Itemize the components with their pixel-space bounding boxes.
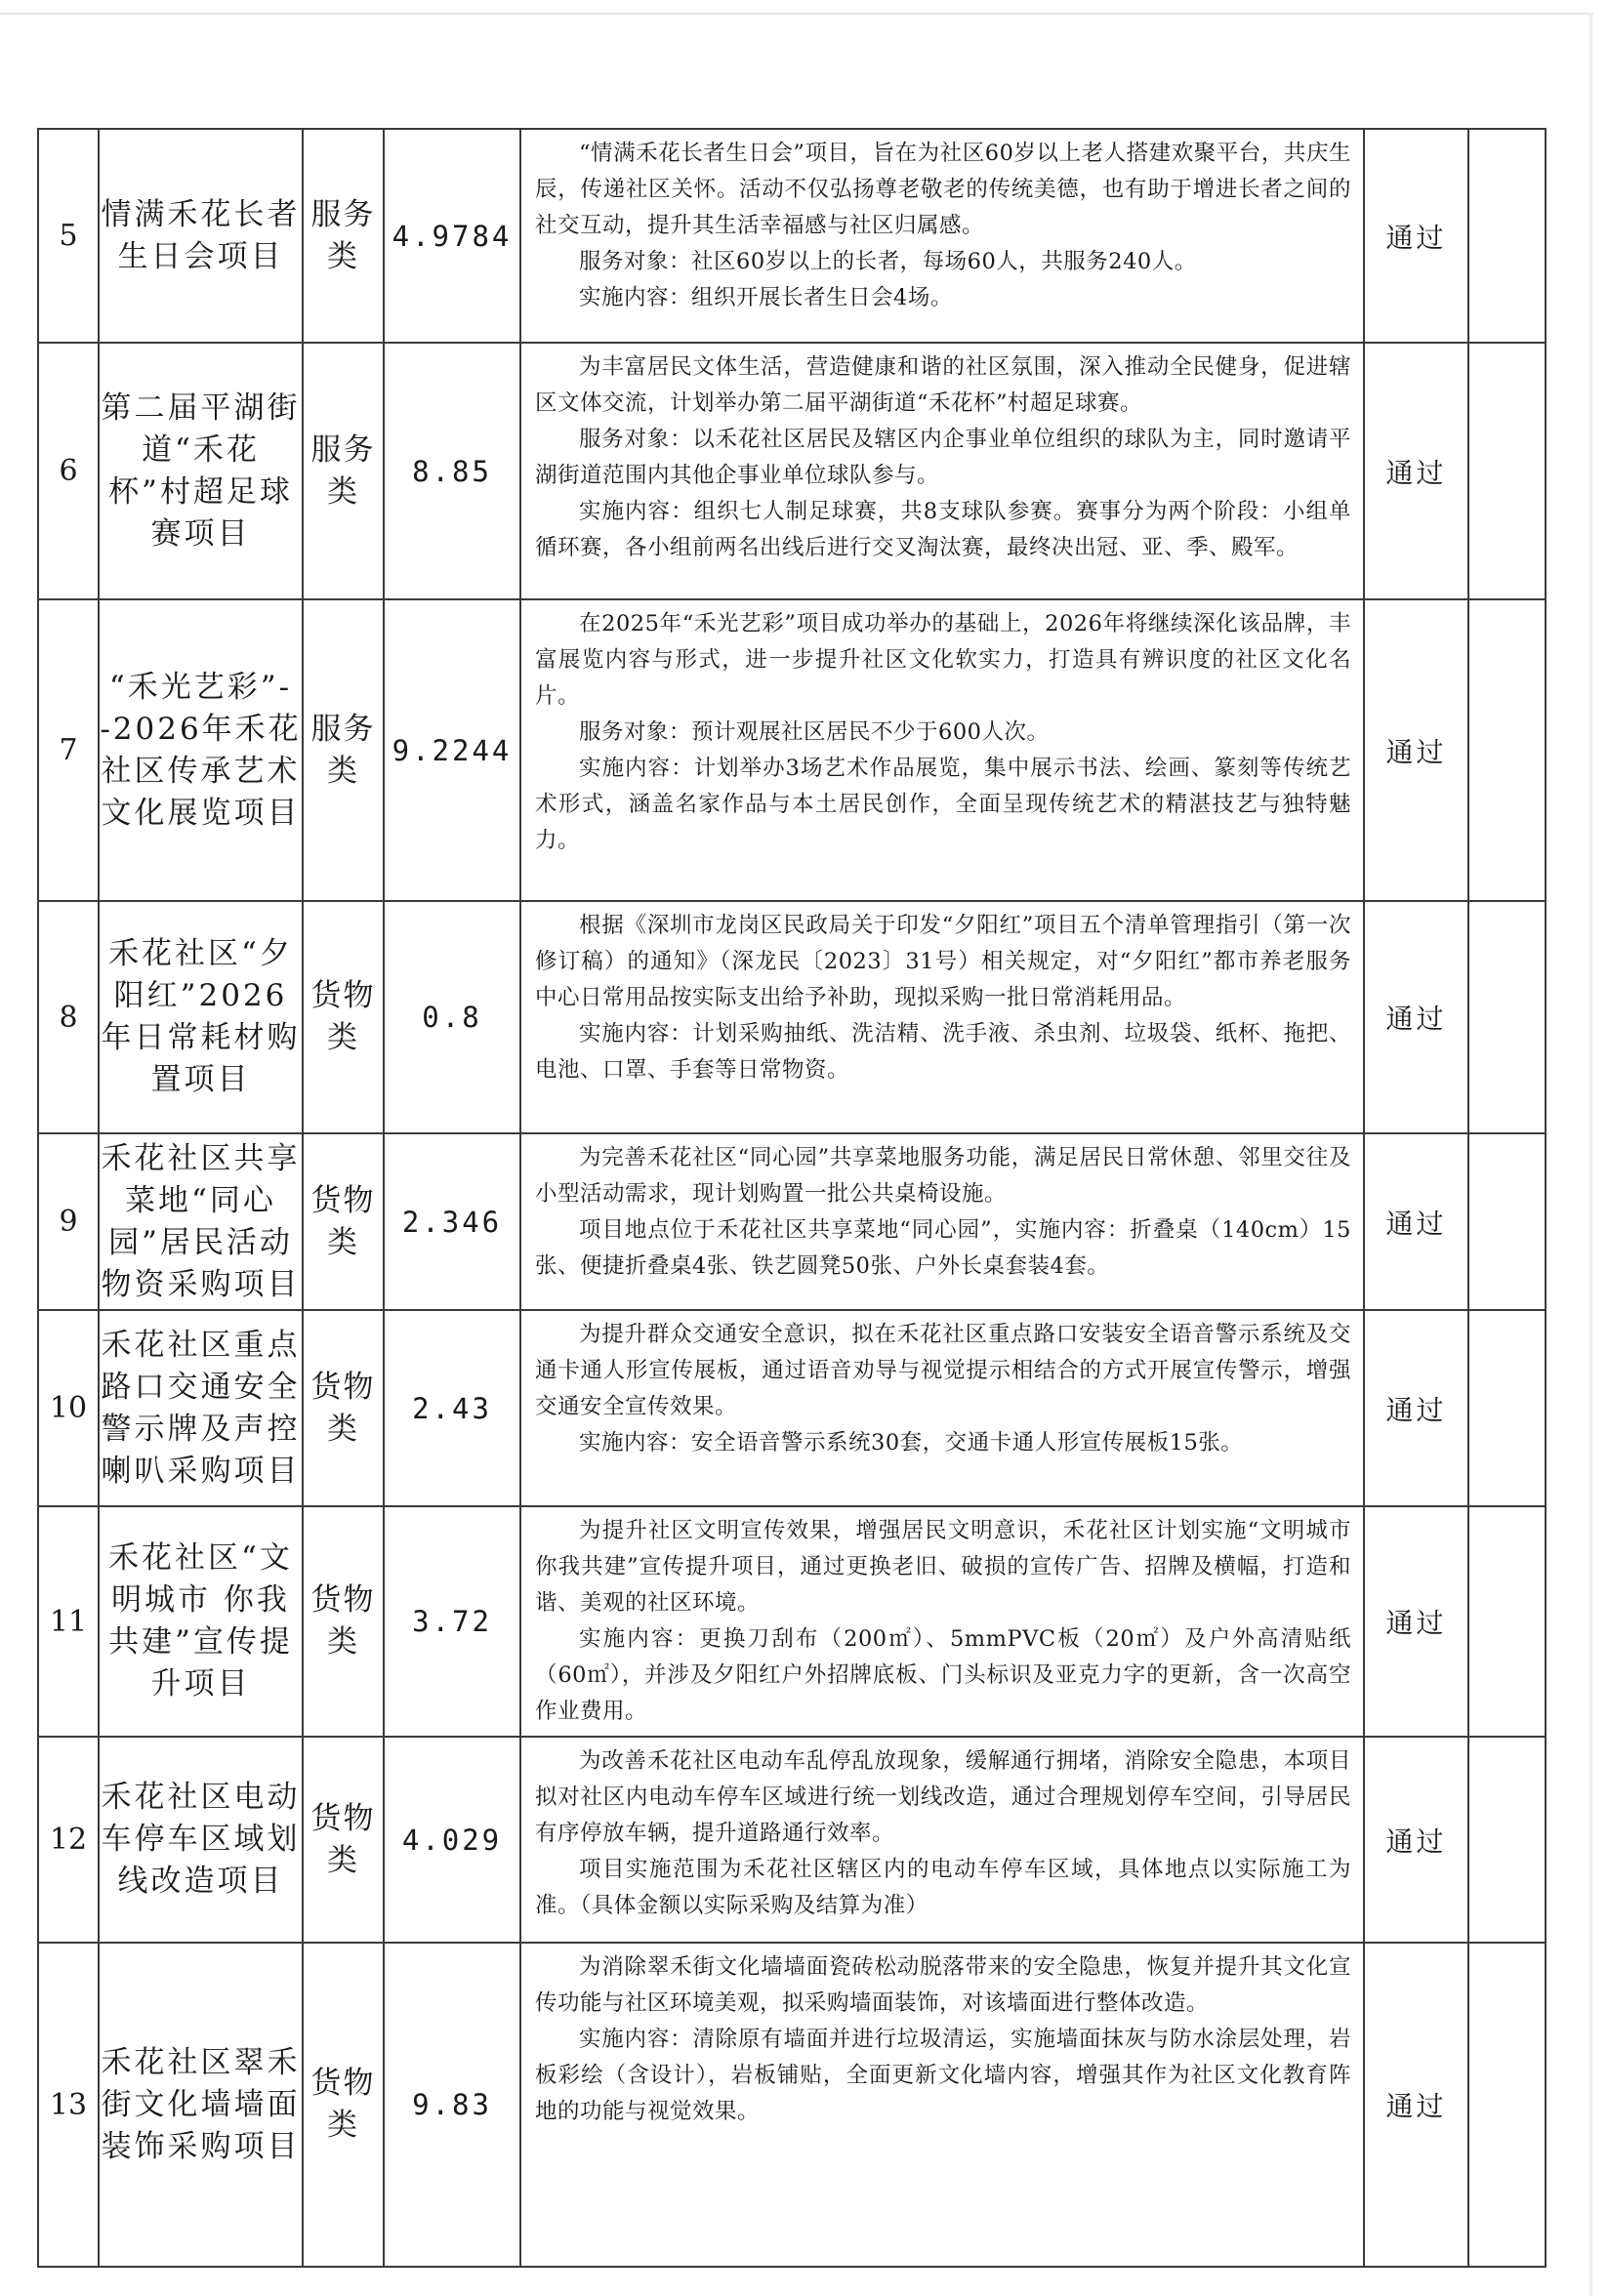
remarks bbox=[1468, 343, 1546, 599]
project-amount: 2.43 bbox=[384, 1310, 520, 1506]
scan-edge-right bbox=[1589, 13, 1592, 2296]
project-name: 禾花社区电动车停车区域划线改造项目 bbox=[99, 1737, 303, 1943]
remarks bbox=[1468, 129, 1546, 343]
description-paragraph: 实施内容：组织开展长者生日会4场。 bbox=[579, 285, 953, 310]
table-row bbox=[38, 1310, 1546, 1506]
description-paragraph: 实施内容：更换刀刮布（200㎡）、5mmPVC板（20㎡）及户外高清贴纸（60㎡），并涉及夕阳红户外招牌底板、门头标识及亚克力字的更新，含一次高空作业费用。 bbox=[535, 1626, 1351, 1724]
project-type: 服务类 bbox=[303, 343, 384, 599]
remarks bbox=[1468, 1943, 1546, 2267]
project-description bbox=[520, 1506, 1364, 1737]
description-paragraph: 根据《深圳市龙岗区民政局关于印发“夕阳红”项目五个清单管理指引（第一次修订稿）的通知》（深龙民〔2023〕31号）相关规定，对“夕阳红”都市养老服务中心日常用品按实际支出给予补助，现拟采购一批日常消耗用品。 bbox=[535, 913, 1351, 1010]
remarks bbox=[1468, 599, 1546, 901]
row-number: 13 bbox=[38, 1943, 99, 2267]
row-number: 10 bbox=[38, 1310, 99, 1506]
description-paragraph: 为提升群众交通安全意识，拟在禾花社区重点路口安装安全语音警示系统及交通卡通人形宣传展板，通过语音劝导与视觉提示相结合的方式开展宣传警示，增强交通安全宣传效果。 bbox=[535, 1322, 1351, 1419]
project-type: 货物类 bbox=[303, 1506, 384, 1737]
project-type: 服务类 bbox=[303, 599, 384, 901]
review-result: 通过 bbox=[1364, 129, 1468, 343]
project-description bbox=[520, 343, 1364, 599]
project-amount: 9.2244 bbox=[384, 599, 520, 901]
description-paragraph: 为丰富居民文体生活，营造健康和谐的社区氛围，深入推动全民健身，促进辖区文体交流，计划举办第二届平湖街道“禾花杯”村超足球赛。 bbox=[535, 354, 1351, 416]
project-type: 货物类 bbox=[303, 1737, 384, 1943]
project-table bbox=[37, 128, 1547, 2268]
project-type: 货物类 bbox=[303, 1943, 384, 2267]
project-type: 服务类 bbox=[303, 129, 384, 343]
remarks bbox=[1468, 1737, 1546, 1943]
review-result: 通过 bbox=[1364, 343, 1468, 599]
table-row bbox=[38, 1133, 1546, 1310]
project-name: 禾花社区重点路口交通安全警示牌及声控喇叭采购项目 bbox=[99, 1310, 303, 1506]
remarks bbox=[1468, 1310, 1546, 1506]
table-row bbox=[38, 1506, 1546, 1737]
project-amount: 2.346 bbox=[384, 1133, 520, 1310]
remarks bbox=[1468, 1506, 1546, 1737]
description-paragraph: 在2025年“禾光艺彩”项目成功举办的基础上，2026年将继续深化该品牌，丰富展览内容与形式，进一步提升社区文化软实力，打造具有辨识度的社区文化名片。 bbox=[535, 611, 1351, 709]
project-amount: 4.029 bbox=[384, 1737, 520, 1943]
description-paragraph: 项目实施范围为禾花社区辖区内的电动车停车区域，具体地点以实际施工为准。（具体金额以实际采购及结算为准） bbox=[535, 1857, 1351, 1918]
project-amount: 3.72 bbox=[384, 1506, 520, 1737]
description-paragraph: 服务对象：预计观展社区居民不少于600人次。 bbox=[579, 719, 1050, 745]
project-name: 情满禾花长者生日会项目 bbox=[99, 129, 303, 343]
description-paragraph: 为完善禾花社区“同心园”共享菜地服务功能，满足居民日常休憩、邻里交往及小型活动需求，现计划购置一批公共桌椅设施。 bbox=[535, 1145, 1351, 1207]
project-name: “禾光艺彩”--2026年禾花社区传承艺术文化展览项目 bbox=[99, 599, 303, 901]
review-result: 通过 bbox=[1364, 1310, 1468, 1506]
description-paragraph: 实施内容：清除原有墙面并进行垃圾清运，实施墙面抹灰与防水涂层处理，岩板彩绘（含设计），岩板铺贴，全面更新文化墙内容，增强其作为社区文化教育阵地的功能与视觉效果。 bbox=[535, 2027, 1351, 2124]
table-row bbox=[38, 1943, 1546, 2267]
description-paragraph: 项目地点位于禾花社区共享菜地“同心园”，实施内容：折叠桌（140cm）15张、便捷折叠桌4张、铁艺圆凳50张、户外长桌套装4套。 bbox=[535, 1217, 1351, 1279]
row-number: 5 bbox=[38, 129, 99, 343]
project-description bbox=[520, 599, 1364, 901]
project-description bbox=[520, 1943, 1364, 2267]
description-paragraph: 实施内容：计划采购抽纸、洗洁精、洗手液、杀虫剂、垃圾袋、纸杯、拖把、电池、口罩、手套等日常物资。 bbox=[535, 1021, 1351, 1083]
scan-edge-top bbox=[0, 13, 1593, 15]
project-description bbox=[520, 1310, 1364, 1506]
project-description bbox=[520, 129, 1364, 343]
table-body bbox=[38, 129, 1546, 2267]
project-name: 第二届平湖街道“禾花杯”村超足球赛项目 bbox=[99, 343, 303, 599]
review-result: 通过 bbox=[1364, 1943, 1468, 2267]
description-paragraph: 实施内容：安全语音警示系统30套，交通卡通人形宣传展板15张。 bbox=[579, 1430, 1244, 1456]
project-name: 禾花社区“夕阳红”2026年日常耗材购置项目 bbox=[99, 901, 303, 1133]
table-row bbox=[38, 343, 1546, 599]
row-number: 11 bbox=[38, 1506, 99, 1737]
row-number: 12 bbox=[38, 1737, 99, 1943]
project-description bbox=[520, 1133, 1364, 1310]
review-result: 通过 bbox=[1364, 1506, 1468, 1737]
row-number: 9 bbox=[38, 1133, 99, 1310]
project-name: 禾花社区“文明城市 你我共建”宣传提升项目 bbox=[99, 1506, 303, 1737]
description-paragraph: 为改善禾花社区电动车乱停乱放现象，缓解通行拥堵，消除安全隐患，本项目拟对社区内电动车停车区域进行统一划线改造，通过合理规划停车空间，引导居民有序停放车辆，提升道路通行效率。 bbox=[535, 1748, 1351, 1846]
description-paragraph: 服务对象：以禾花社区居民及辖区内企事业单位组织的球队为主，同时邀请平湖街道范围内其他企事业单位球队参与。 bbox=[535, 427, 1351, 488]
description-paragraph: 服务对象：社区60岁以上的长者，每场60人，共服务240人。 bbox=[579, 249, 1197, 274]
review-result: 通过 bbox=[1364, 1133, 1468, 1310]
project-type: 货物类 bbox=[303, 1133, 384, 1310]
table-row bbox=[38, 901, 1546, 1133]
project-description bbox=[520, 1737, 1364, 1943]
remarks bbox=[1468, 1133, 1546, 1310]
row-number: 8 bbox=[38, 901, 99, 1133]
project-type: 货物类 bbox=[303, 901, 384, 1133]
project-name: 禾花社区翠禾街文化墙墙面装饰采购项目 bbox=[99, 1943, 303, 2267]
review-result: 通过 bbox=[1364, 1737, 1468, 1943]
description-paragraph: 实施内容：计划举办3场艺术作品展览，集中展示书法、绘画、篆刻等传统艺术形式，涵盖名家作品与本土居民创作，全面呈现传统艺术的精湛技艺与独特魅力。 bbox=[535, 756, 1351, 853]
review-result: 通过 bbox=[1364, 901, 1468, 1133]
project-amount: 0.8 bbox=[384, 901, 520, 1133]
table-row bbox=[38, 129, 1546, 343]
table-row bbox=[38, 599, 1546, 901]
project-amount: 9.83 bbox=[384, 1943, 520, 2267]
project-amount: 4.9784 bbox=[384, 129, 520, 343]
remarks bbox=[1468, 901, 1546, 1133]
review-result: 通过 bbox=[1364, 599, 1468, 901]
table-row bbox=[38, 1737, 1546, 1943]
description-paragraph: “情满禾花长者生日会”项目，旨在为社区60岁以上老人搭建欢聚平台，共庆生辰，传递社区关怀。活动不仅弘扬尊老敬老的传统美德，也有助于增进长者之间的社交互动，提升其生活幸福感与社区归属感。 bbox=[535, 141, 1351, 238]
project-name: 禾花社区共享菜地“同心园”居民活动物资采购项目 bbox=[99, 1133, 303, 1310]
row-number: 7 bbox=[38, 599, 99, 901]
description-paragraph: 实施内容：组织七人制足球赛，共8支球队参赛。赛事分为两个阶段：小组单循环赛，各小组前两名出线后进行交叉淘汰赛，最终决出冠、亚、季、殿军。 bbox=[535, 499, 1351, 560]
project-description bbox=[520, 901, 1364, 1133]
project-type: 货物类 bbox=[303, 1310, 384, 1506]
description-paragraph: 为消除翠禾街文化墙墙面瓷砖松动脱落带来的安全隐患，恢复并提升其文化宣传功能与社区环境美观，拟采购墙面装饰，对该墙面进行整体改造。 bbox=[535, 1954, 1351, 2016]
row-number: 6 bbox=[38, 343, 99, 599]
description-paragraph: 为提升社区文明宣传效果，增强居民文明意识，禾花社区计划实施“文明城市 你我共建”宣传提升项目，通过更换老旧、破损的宣传广告、招牌及横幅，打造和谐、美观的社区环境。 bbox=[535, 1518, 1351, 1616]
project-amount: 8.85 bbox=[384, 343, 520, 599]
